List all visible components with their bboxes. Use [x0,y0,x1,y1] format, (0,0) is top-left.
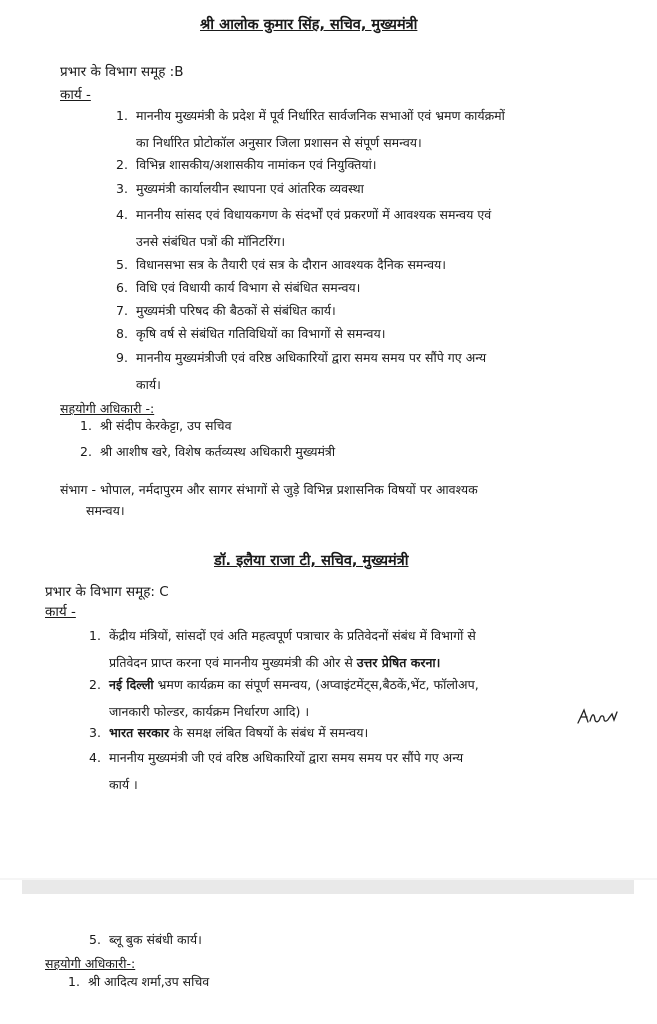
section2-officers-label: सहयोगी अधिकारी-: [45,956,136,971]
list-item [116,344,486,398]
item-line: विधानसभा सत्र के तैयारी एवं सत्र के दौरान आवश्यक दैनिक समन्वय। [136,257,447,272]
item-text: प्रतिवेदन प्राप्त करना एवं माननीय मुख्यमंत्री की ओर से [109,655,357,670]
item-line: उनसे संबंधित पत्रों की मॉनिटरिंग। [136,234,286,249]
officer-name: श्री संदीप केरकेट्टा, उप सचिव [100,418,232,433]
officer-item [80,412,232,439]
list-item [116,201,491,255]
list-item [116,151,377,178]
list-item [89,622,476,676]
item-text: भ्रमण कार्यक्रम का संपूर्ण समन्वय, (अप्वाइंटमेंट्स,बैठकें,भेंट, फॉलोअप, [153,677,479,692]
item-line: मुख्यमंत्री परिषद की बैठकों से संबंधित कार्य। [136,303,336,318]
item-line: केंद्रीय मंत्रियों, सांसदों एवं अति महत्वपूर्ण पत्राचार के प्रतिवेदनों संबंध में विभागों से [109,628,476,643]
section1-division-line: समन्वय। [86,503,125,518]
section1-title: श्री आलोक कुमार सिंह, सचिव, मुख्यमंत्री [200,17,418,33]
item-number: 3. [89,725,101,740]
section1-division-line: संभाग - भोपाल, नर्मदापुरम और सागर संभागों से जुड़े विभिन्न प्रशासनिक विषयों पर आवश्यक [60,482,478,497]
list-item [116,320,386,347]
list-item [89,926,202,953]
section1-work-label: कार्य - [60,87,91,103]
item-text-bold: उत्तर प्रेषित करना। [356,655,441,670]
item-line: कार्य। [136,377,161,392]
item-number: 1. [116,108,128,123]
officer-item [68,968,209,995]
item-line: जानकारी फोल्डर, कार्यक्रम निर्धारण आदि) । [109,704,310,719]
item-number: 8. [116,326,128,341]
item-number: 7. [116,303,128,318]
list-item [89,671,479,725]
item-line: ब्लू बुक संबंधी कार्य। [109,932,202,947]
section1-group-label: प्रभार के विभाग समूह :B [60,64,184,80]
handwritten-signature [576,706,618,728]
item-number: 2. [80,444,92,459]
list-item [89,719,368,746]
item-line: विधि एवं विधायी कार्य विभाग से संबंधित समन्वय। [136,280,361,295]
item-line: माननीय सांसद एवं विधायकगण के संदर्भों एवं प्रकरणों में आवश्यक समन्वय एवं [136,207,492,222]
section2-group-label: प्रभार के विभाग समूह: C [45,584,169,600]
item-number: 5. [89,932,101,947]
officer-item [80,438,335,465]
list-item [89,744,463,798]
item-number: 4. [116,207,128,222]
item-line: मुख्यमंत्री कार्यालयीन स्थापना एवं आंतरिक व्यवस्था [136,181,364,196]
officer-name: श्री आशीष खरे, विशेष कर्तव्यस्थ अधिकारी मुख्यमंत्री [100,444,336,459]
item-line [89,671,479,698]
item-line [89,719,368,746]
item-line: माननीय मुख्यमंत्री के प्रदेश में पूर्व निर्धारित सार्वजनिक सभाओं एवं भ्रमण कार्यक्रमों [136,108,505,123]
item-number: 1. [89,628,101,643]
item-number: 2. [89,677,101,692]
item-number: 1. [80,418,92,433]
item-line: कृषि वर्ष से संबंधित गतिविधियों का विभागों से समन्वय। [136,326,386,341]
item-text-bold: नई दिल्ली [109,677,154,692]
item-number: 5. [116,257,128,272]
item-line: का निर्धारित प्रोटोकॉल अनुसार जिला प्रशासन से संपूर्ण समन्वय। [136,135,422,150]
list-item [116,175,364,202]
item-line: माननीय मुख्यमंत्रीजी एवं वरिष्ठ अधिकारियों द्वारा समय समय पर सौंपे गए अन्य [136,350,487,365]
item-number: 1. [68,974,80,989]
section2-title: डॉ. इलैया राजा टी, सचिव, मुख्यमंत्री [214,553,409,569]
item-text-bold: भारत सरकार [109,725,170,740]
page-separator [22,880,634,894]
officer-name: श्री आदित्य शर्मा,उप सचिव [88,974,210,989]
item-number: 3. [116,181,128,196]
list-item [116,102,586,156]
item-text: के समक्ष लंबित विषयों के संबंध में समन्वय। [169,725,369,740]
item-line: माननीय मुख्यमंत्री जी एवं वरिष्ठ अधिकारियों द्वारा समय समय पर सौंपे गए अन्य [109,750,464,765]
item-number: 6. [116,280,128,295]
section2-work-label: कार्य - [45,604,76,620]
item-number: 9. [116,350,128,365]
item-line: विभिन्न शासकीय/अशासकीय नामांकन एवं नियुक्तियां। [136,157,377,172]
section1-officers-label: सहयोगी अधिकारी -: [60,401,155,416]
item-line: कार्य । [109,777,138,792]
item-number: 4. [89,750,101,765]
item-number: 2. [116,157,128,172]
